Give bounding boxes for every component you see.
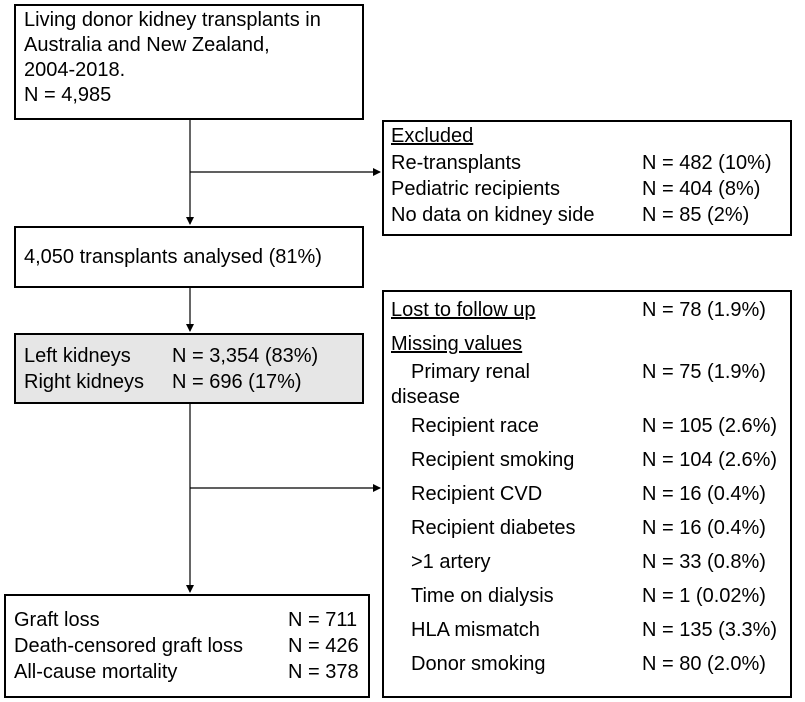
- missing-value: N = 135 (3.3%): [642, 619, 778, 641]
- excluded-box: [382, 120, 792, 236]
- source-line-1: Living donor kidney transplants in: [24, 9, 321, 31]
- source-count: N = 4,985: [24, 84, 112, 106]
- lost-follow-up-value: N = 78 (1.9%): [642, 299, 766, 321]
- missing-value: N = 104 (2.6%): [642, 449, 778, 471]
- lost-follow-up-row: [391, 298, 790, 332]
- outcome-value: N = 378: [288, 661, 359, 683]
- lost-follow-up-label: Lost to follow up: [391, 299, 536, 321]
- kidney-side-label: Left kidneys: [24, 345, 131, 367]
- kidney-side-label: Right kidneys: [24, 371, 145, 393]
- excluded-value: N = 404 (8%): [642, 178, 761, 200]
- missing-label: HLA mismatch: [411, 619, 540, 641]
- missing-value: N = 1 (0.02%): [642, 585, 766, 607]
- outcome-value: N = 426: [288, 635, 359, 657]
- excluded-row: [391, 203, 790, 229]
- primary-renal-label-1: Primary renal: [411, 361, 530, 383]
- missing-value: N = 16 (0.4%): [642, 483, 766, 505]
- missing-row: [391, 448, 790, 482]
- source-line-3: 2004-2018.: [24, 59, 126, 81]
- missing-value: N = 80 (2.0%): [642, 653, 766, 675]
- missing-row: [391, 550, 790, 584]
- missing-label: Donor smoking: [411, 653, 546, 675]
- outcome-label: Death-censored graft loss: [14, 635, 244, 657]
- kidney-side-box: [14, 333, 364, 404]
- missing-value: N = 105 (2.6%): [642, 415, 778, 437]
- excluded-label: No data on kidney side: [391, 204, 595, 226]
- missing-row: [391, 584, 790, 618]
- missing-row: [391, 516, 790, 550]
- excluded-row: [391, 151, 790, 177]
- primary-renal-disease-row: [391, 360, 790, 414]
- kidney-side-row: [24, 344, 362, 370]
- missing-label: Recipient race: [411, 415, 539, 437]
- missing-value: N = 16 (0.4%): [642, 517, 766, 539]
- source-line-2: Australia and New Zealand,: [24, 34, 270, 56]
- outcome-box: [4, 594, 370, 698]
- kidney-side-row: [24, 370, 362, 396]
- outcome-row: [14, 608, 368, 634]
- analysed-text: 4,050 transplants analysed (81%): [24, 245, 322, 268]
- missing-value: N = 33 (0.8%): [642, 551, 766, 573]
- outcome-label: Graft loss: [14, 609, 100, 631]
- primary-renal-label-2: disease: [391, 386, 460, 408]
- primary-renal-value: N = 75 (1.9%): [642, 361, 766, 383]
- excluded-label: Re-transplants: [391, 152, 522, 174]
- missing-values-box: [382, 290, 792, 698]
- kidney-side-value: N = 3,354 (83%): [172, 345, 319, 367]
- analysed-box: [14, 226, 364, 288]
- missing-label: >1 artery: [411, 551, 491, 573]
- excluded-row: [391, 177, 790, 203]
- missing-row: [391, 652, 790, 686]
- missing-values-heading: Missing values: [391, 333, 523, 355]
- missing-row: [391, 618, 790, 652]
- outcome-row: [14, 634, 368, 660]
- missing-row: [391, 482, 790, 516]
- excluded-value: N = 482 (10%): [642, 152, 772, 174]
- missing-label: Recipient smoking: [411, 449, 575, 471]
- outcome-row: [14, 660, 368, 686]
- excluded-heading: Excluded: [391, 125, 474, 147]
- source-box: [14, 4, 364, 120]
- missing-label: Recipient diabetes: [411, 517, 576, 539]
- outcome-value: N = 711: [288, 609, 358, 631]
- missing-label: Time on dialysis: [411, 585, 554, 607]
- kidney-side-value: N = 696 (17%): [172, 371, 302, 393]
- missing-label: Recipient CVD: [411, 483, 543, 505]
- outcome-label: All-cause mortality: [14, 661, 178, 683]
- missing-row: [391, 414, 790, 448]
- excluded-value: N = 85 (2%): [642, 204, 750, 226]
- excluded-label: Pediatric recipients: [391, 178, 560, 200]
